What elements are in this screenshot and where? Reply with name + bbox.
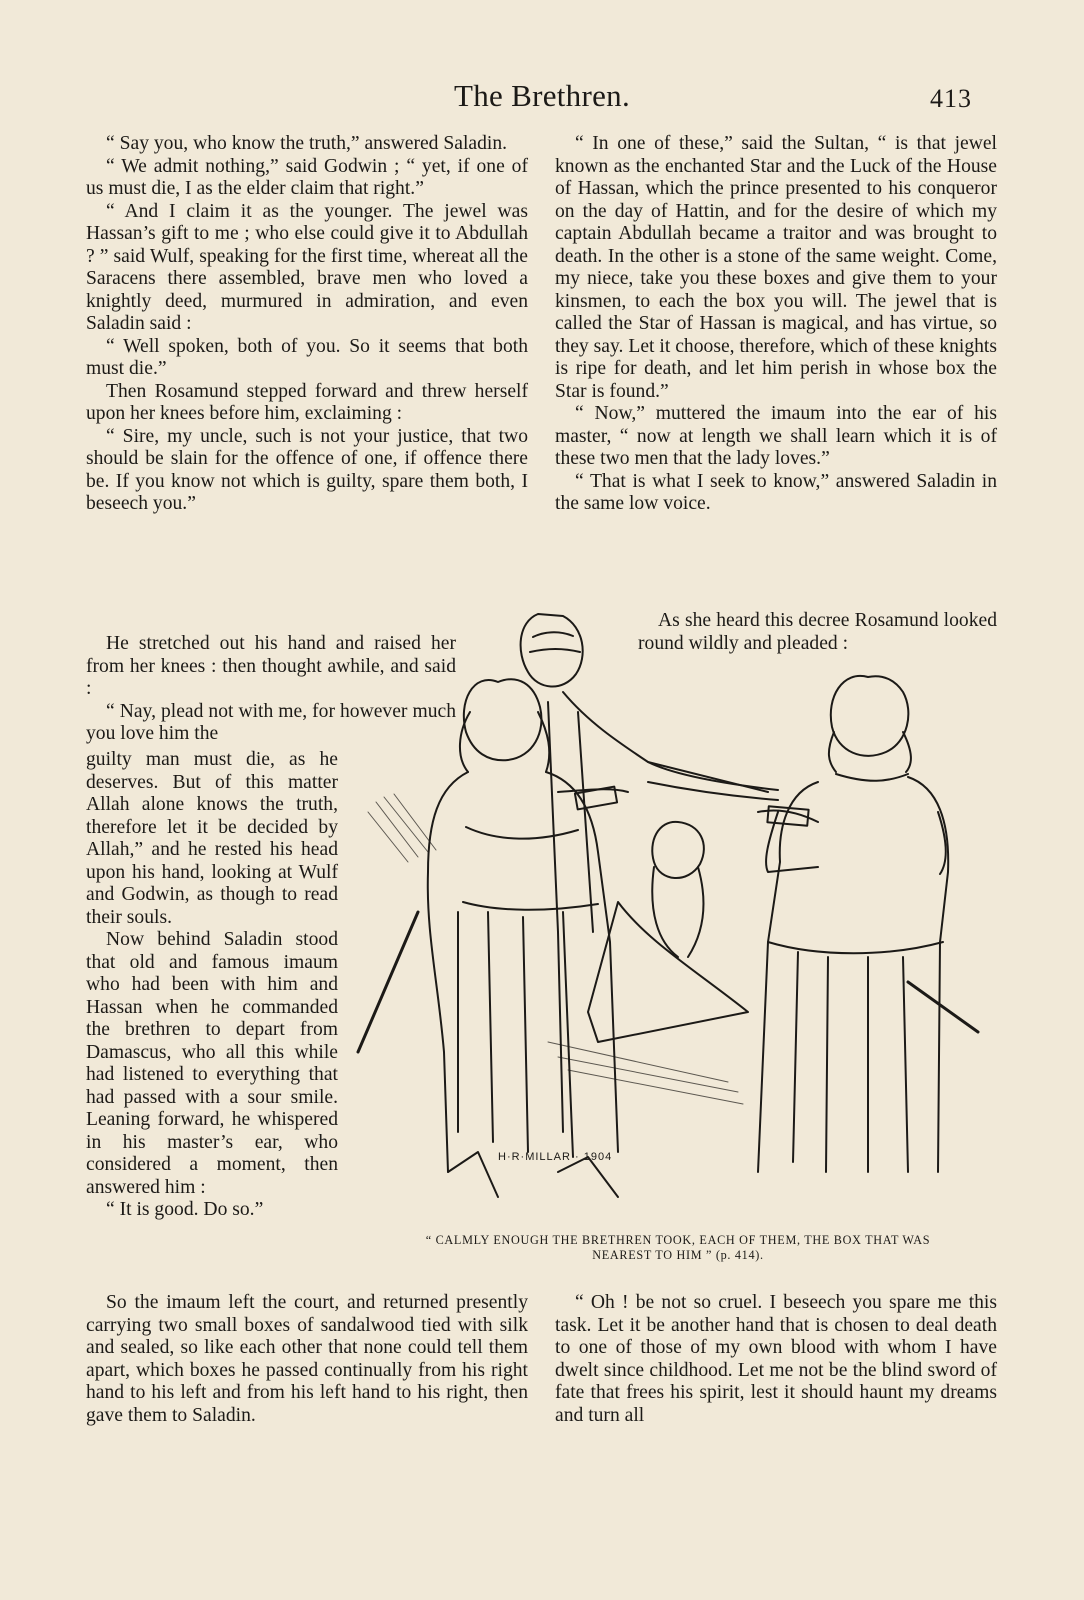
caption-line: “ CALMLY ENOUGH THE BRETHREN TOOK, EACH OF THEM, THE BOX THAT WAS <box>425 1233 931 1247</box>
paragraph: As she heard this decree Rosamund looked round wildly and pleaded : <box>638 610 997 654</box>
illustration-caption <box>352 1233 1004 1263</box>
paragraph: “ Say you, who know the truth,” answered Saladin. <box>106 133 508 154</box>
paragraph: guilty man must die, as he deserves. But of this matter Allah alone knows the truth, therefore let it be decided by Allah,” and he rested his head upon his hand, looking at Wulf and Godwin, as though to read their souls. <box>86 749 338 928</box>
rosamund-figure <box>521 614 778 1132</box>
sandalwood-boxes <box>575 787 809 826</box>
paragraph: So the imaum left the court, and returned presently carrying two small boxes of sandalwood tied with silk and sealed, so like each other that none could tell them apart, which boxes he passed continually from his right hand to his left and from his left hand to his right, then gave them to Saladin. <box>86 1292 528 1426</box>
right-knight-figure <box>758 676 978 1172</box>
paragraph: “ Now,” muttered the imaum into the ear of his master, “ now at length we shall learn which it is of these two men that the lady loves.” <box>555 403 997 469</box>
running-title: The Brethren. <box>453 78 631 113</box>
caption-line: NEAREST TO HIM ” (p. 414). <box>592 1248 764 1262</box>
left-column-top <box>86 133 528 516</box>
paragraph: “ And I claim it as the younger. The jewel was Hassan’s gift to me ; who else could give it to Abdullah ? ” said Wulf, speaking for the first time, whereat all the Saracens there assembled, brave men who loved a knightly deed, murmured in admiration, and even Saladin said : <box>86 200 528 334</box>
illustration <box>348 612 1004 1218</box>
left-knight-figure <box>358 679 628 1197</box>
left-column-wrap-2 <box>86 749 338 1222</box>
ground-shading <box>368 794 743 1104</box>
left-column-bottom <box>86 1292 528 1427</box>
paragraph: “ We admit nothing,” said Godwin ; “ yet, if one of us must die, I as the elder claim that right.” <box>86 155 528 199</box>
page-number: 413 <box>930 84 972 113</box>
paragraph: Then Rosamund stepped forward and threw herself upon her knees before him, exclaiming : <box>86 380 528 424</box>
paragraph: “ Well spoken, both of you. So it seems that both must die.” <box>86 335 528 379</box>
paragraph: “ In one of these,” said the Sultan, “ is that jewel known as the enchanted Star and the Luck of the House of Hassan, which the prince presented to his conqueror on the day of Hattin, and for the desire of which my captain Abdullah became a traitor and was brought to death. In the other is a stone of the same weight. Come, my niece, take you these boxes and give them to your kinsmen, to each the box you will. The jewel that is called the Star of Hassan is magical, and has virtue, so they say. Let it choose, therefore, which of these knights is ripe for death, and let him perish in whose box the Star is found.” <box>555 133 997 402</box>
paragraph: “ It is good. Do so.” <box>106 1199 264 1220</box>
right-column-bottom <box>555 1292 997 1427</box>
paragraph: “ That is what I seek to know,” answered Saladin in the same low voice. <box>555 470 997 514</box>
paragraph: He stretched out his hand and raised her from her knees : then thought awhile, and said : <box>86 633 456 699</box>
paragraph: “ Oh ! be not so cruel. I beseech you spare me this task. Let it be another hand that is chosen to deal death to one of those of my own blood with whom I have dwelt since childhood. Let me not be the blind sword of fate that frees his spirit, lest it should haunt my dreams and turn all <box>555 1292 997 1426</box>
paragraph: Now behind Saladin stood that old and famous imaum who had been with him and Hassan when he commanded the brethren to depart from Damascus, who all this while had listened to everything that had passed with a sour smile. Leaning forward, he whispered in his master’s ear, who considered a moment, then answered him : <box>86 929 338 1198</box>
paragraph: “ Sire, my uncle, such is not your justice, that two should be slain for the offence of one, if offence there be. If you know not which is guilty, spare them both, I beseech you.” <box>86 425 528 514</box>
paragraph: “ Nay, plead not with me, for however much you love him the <box>86 700 456 744</box>
artist-signature: H·R·MILLAR · 1904 <box>498 1151 613 1163</box>
right-column-top <box>555 133 997 516</box>
